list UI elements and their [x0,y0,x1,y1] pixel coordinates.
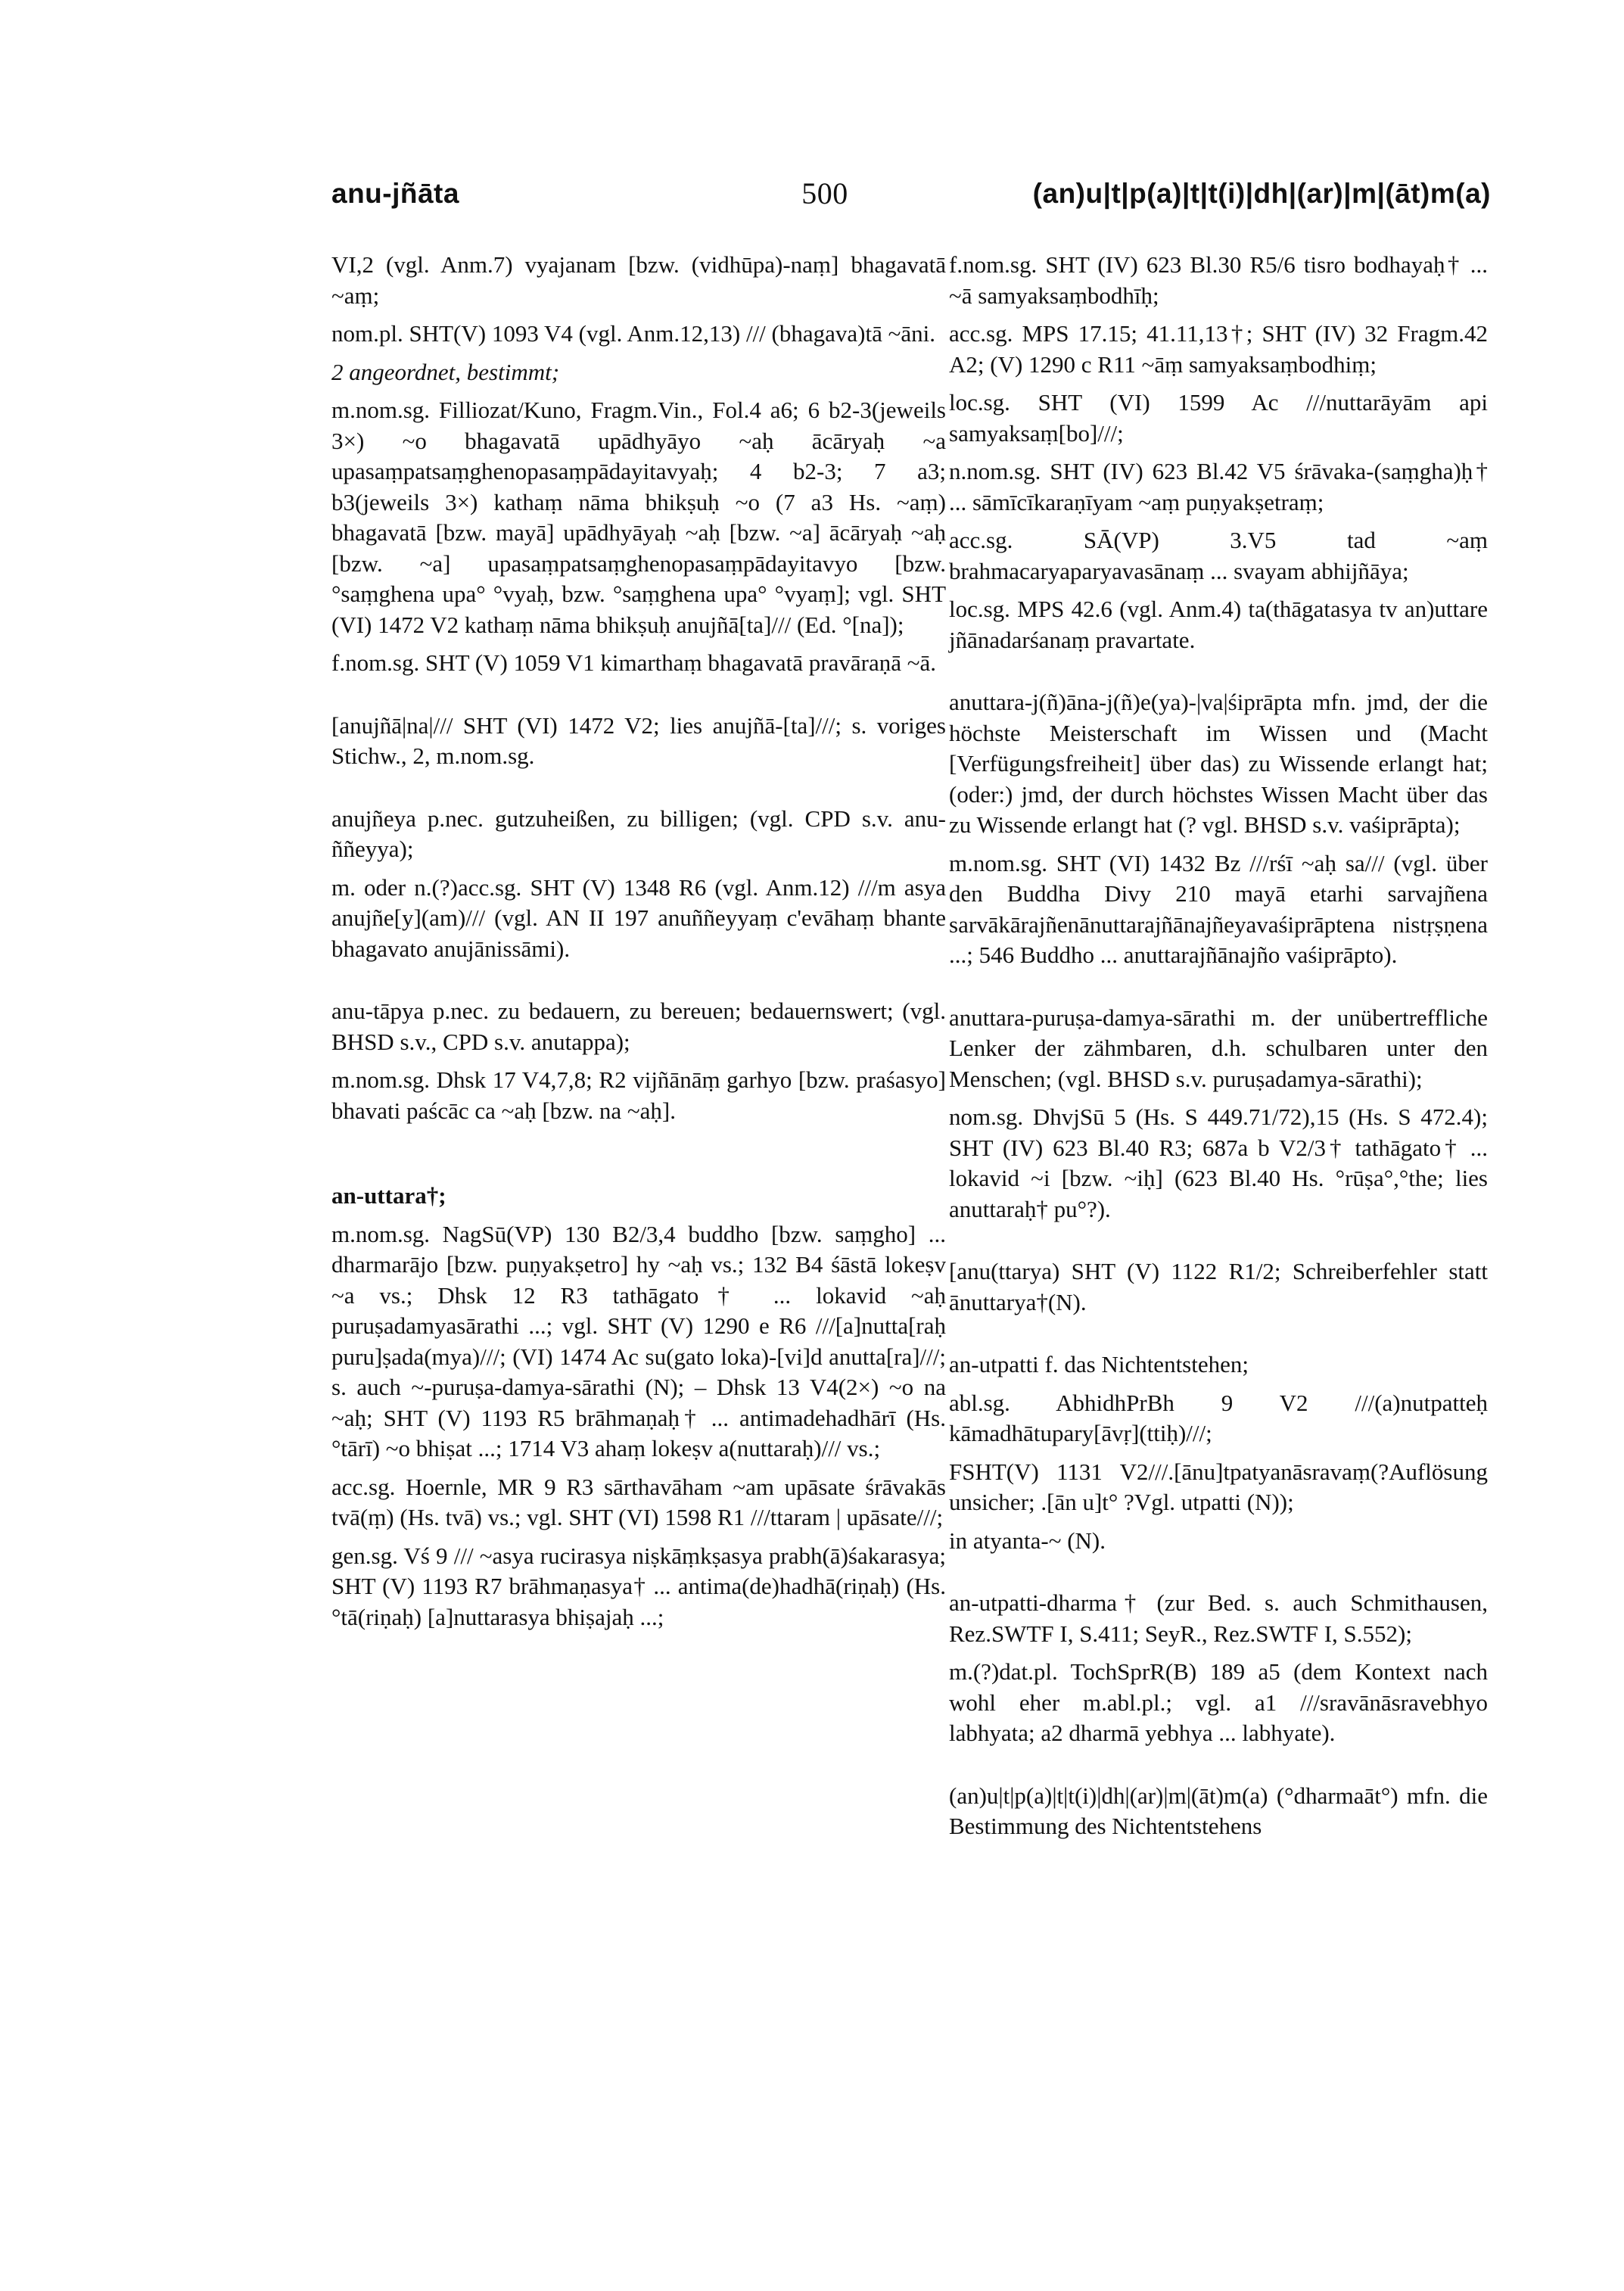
entry-an-uttara [331,1181,946,1633]
entry-line: VI,2 (vgl. Anm.7) vyajanam [bzw. (vidhūpa)-naṃ] bhagavatā ~aṃ; [331,251,946,309]
entry-line: m.nom.sg. NagSū(VP) 130 B2/3,4 buddho [bzw. saṃgho] ... dharmarājo [bzw. puṇyakṣetro] hy ~aḥ vs.; 132 B4 śāstā lokeṣv ~a vs.; Dhsk 12 R3 tathāgato† ... lokavid ~aḥ puruṣadamyasārathi ...; vgl. SHT (V) 1290 e R6 ///[a]nutta[raḥ puru]ṣada(mya)///; (VI) 1474 Ac su(gato loka)-[vi]d anutta[ra]///; s. auch ~-puruṣa-damya-sārathi (N); – Dhsk 13 V4(2×) ~o na ~aḥ; SHT (V) 1193 R5 brāhmaṇaḥ† ... antimadehadhārī (Hs. °tārī) ~o bhiṣat ...; 1714 V3 ahaṃ lokeṣv a(nuttaraḥ)/// vs.; [331,1220,946,1461]
entry-anujnata-continued [331,250,946,679]
entry-line: FSHT(V) 1131 V2///.[ānu]tpatyanāsravaṃ(?Auflösung unsicher; .[ān u]t° ?Vgl. utpatti (N)); [949,1458,1488,1515]
entry-line: acc.sg. Hoernle, MR 9 R3 sārthavāham ~am upāsate śrāvakās tvā(ṃ) (Hs. tvā) vs.; vgl. SHT (VI) 1598 R1 ///ttaram | upāsate///; [331,1473,946,1530]
entry-headword-line: anujñeya p.nec. gutzuheißen, zu billigen; (vgl. CPD s.v. anu-ññeyya); [331,805,946,862]
entry-headword-line: anuttara-puruṣa-damya-sārathi m. der unübertreffliche Lenker der zähmbaren, d.h. schulbaren unter den Menschen; (vgl. BHSD s.v. puruṣadamya-sārathi); [949,1004,1488,1092]
entry-line: abl.sg. AbhidhPrBh 9 V2 ///(a)nutpatteḥ kāmadhātupary[āvṛ](ttiḥ)///; [949,1389,1488,1446]
running-head-left: anu-jñāta [331,178,459,209]
entry-anuttara-purusa [949,1003,1488,1225]
entry-line: loc.sg. SHT (VI) 1599 Ac ///nuttarāyām api samyaksaṃ[bo]///; [949,389,1488,447]
entry-an-utpatti-dharma [949,1588,1488,1749]
left-column [331,250,946,1664]
entry-anu-tapya [331,996,946,1126]
entry-line: m.nom.sg. SHT (VI) 1432 Bz ///rśī ~aḥ sa/// (vgl. über den Buddha Divy 210 mayā etarhi sarvajñena sarvākārajñenānuttarajñānajñeyavaśiprāptena nistṛṣṇena ...; 546 Buddho ... anuttarajñānajño vaśiprāpto). [949,849,1488,968]
entry-line: acc.sg. SĀ(VP) 3.V5 tad ~aṃ brahmacaryaparyavasānaṃ ... svayam abhijñāya; [949,527,1488,584]
entry-line: f.nom.sg. SHT (IV) 623 Bl.30 R5/6 tisro bodhayaḥ† ... ~ā samyaksaṃbodhīḥ; [949,251,1488,309]
entry-line: gen.sg. Vś 9 /// ~asya rucirasya niṣkāṃkṣasya prabh(ā)śakarasya; SHT (V) 1193 R7 brāhmaṇasya† ... antima(de)hadhā(riṇaḥ) (Hs. °tā(riṇaḥ) [a]nuttarasya bhiṣajaḥ ...; [331,1542,946,1630]
entry-anujneya [331,804,946,965]
entry-line: f.nom.sg. SHT (V) 1059 V1 kimarthaṃ bhagavatā pravāraṇā ~ā. [331,649,937,676]
entry-headword-line: anuttara-j(ñ)āna-j(ñ)e(ya)-|va|śiprāpta mfn. jmd, der die höchste Meisterschaft im Wissen und (Macht [Verfügungsfreiheit] über das) zu Wissende erlangt hat; (oder:) jmd, der durch höchstes Wissen Macht über das zu Wissende erlangt hat (? vgl. BHSD s.v. vaśiprāpta); [949,689,1488,838]
entry-headword-line: (an)u|t|p(a)|t|t(i)|dh|(ar)|m|(āt)m(a) (°dharmaāt°) mfn. die Bestimmung des Nichtentstehens [949,1782,1488,1839]
entry-headword-line: an-utpatti f. das Nichtentstehen; [949,1351,1249,1377]
entry-line: in atyanta-~ (N). [949,1527,1106,1554]
entry-line: n.nom.sg. SHT (IV) 623 Bl.42 V5 śrāvaka-(saṃgha)ḥ† ... sāmīcīkaraṇīyam ~aṃ puṇyakṣetraṃ; [949,458,1488,515]
entry-anutpattidharmatma [949,1781,1488,1842]
entry-anuttara-jnana [949,687,1488,971]
entry-an-uttara-continued [949,250,1488,655]
entry-line: m.(?)dat.pl. TochSprR(B) 189 a5 (dem Kontext nach wohl eher m.abl.pl.; vgl. a1 ///sravānāsravebhyo labhyata; a2 dharmā yebhya ... labhyate). [949,1658,1488,1746]
entry-line: m.nom.sg. Dhsk 17 V4,7,8; R2 vijñānāṃ garhyo [bzw. praśasyo] bhavati paścāc ca ~aḥ [bzw. na ~aḥ]. [331,1066,946,1124]
entry-line: loc.sg. MPS 42.6 (vgl. Anm.4) ta(thāgatasya tv an)uttare jñānadarśanaṃ pravartate. [949,596,1488,653]
entry-line: nom.sg. DhvjSū 5 (Hs. S 449.71/72),15 (Hs. S 472.4); SHT (IV) 623 Bl.40 R3; 687a b V2/3† tathāgato† ... lokavid ~i [bzw. ~iḥ] (623 Bl.40 Hs. °rūṣa°,°the; lies anuttaraḥ† pu°?). [949,1103,1488,1222]
right-column [949,250,1488,1874]
entry-line: [anu(ttarya) SHT (V) 1122 R1/2; Schreiberfehler statt ānuttarya†(N). [949,1258,1488,1315]
entry-headword: an-uttara†; [331,1182,446,1209]
entry-headword-line: anu-tāpya p.nec. zu bedauern, zu bereuen; bedauernswert; (vgl. BHSD s.v., CPD s.v. anutappa); [331,998,946,1055]
sense-heading: 2 angeordnet, bestimmt; [331,358,560,385]
entry-line: nom.pl. SHT(V) 1093 V4 (vgl. Anm.12,13) /// (bhagava)tā ~āni. [331,320,935,347]
entry-line: acc.sg. MPS 17.15; 41.11,13†; SHT (IV) 32 Fragm.42 A2; (V) 1290 c R11 ~āṃ samyaksaṃbodhiṃ; [949,320,1488,378]
page-number: 500 [801,176,848,210]
entry-line: m.nom.sg. Filliozat/Kuno, Fragm.Vin., Fol.4 a6; 6 b2-3(jeweils 3×) ~o bhagavatā upādhyāyo ~aḥ ācāryaḥ ~a upasaṃpatsaṃghenopasaṃpādayitavyaḥ; 4 b2-3; 7 a3; b3(jeweils 3×) kathaṃ nāma bhikṣuḥ ~o (7 a3 Hs. ~aṃ) bhagavatā [bzw. mayā] upādhyāyaḥ ~aḥ [bzw. ~a] ācāryaḥ ~aḥ [bzw. ~a] upasaṃpatsaṃghenopasaṃpādayitavyo [bzw. °saṃghena upa° °vyaḥ, bzw. °saṃghena upa° °vyaṃ]; vgl. SHT (VI) 1472 V2 kathaṃ nāma bhikṣuḥ anujñā[ta]/// (Ed. °[na]); [331,397,946,638]
running-head-right: (an)u|t|p(a)|t|t(i)|dh|(ar)|m|(āt)m(a) [1032,178,1491,209]
entry-anuttarya [949,1256,1488,1318]
entry-headword-line: an-utpatti-dharma† (zur Bed. s. auch Schmithausen, Rez.SWTF I, S.411; SeyR., Rez.SWTF I, S.552); [949,1589,1488,1647]
entry-line: m. oder n.(?)acc.sg. SHT (V) 1348 R6 (vgl. Anm.12) ///m asya anujñe[y](am)/// (vgl. AN II 197 anuññeyyaṃ c'evāhaṃ bhante bhagavato anujānissāmi). [331,873,946,962]
entry-line: [anujñā|na|/// SHT (VI) 1472 V2; lies anujñā-[ta]///; s. voriges Stichw., 2, m.nom.sg. [331,711,946,769]
entry-anujnana [331,711,946,772]
entry-an-utpatti [949,1349,1488,1556]
